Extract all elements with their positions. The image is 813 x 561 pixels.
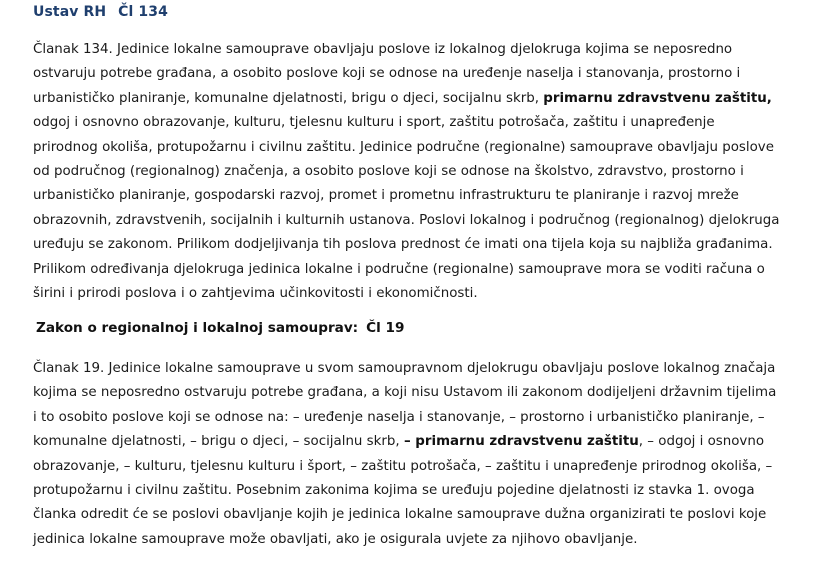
text-segment: , – odgoj i osnovno [638,434,765,450]
text-line: Članak 19. Jedinice lokalne samouprave u svom samoupravnom djelokrugu obavljaju poslove lokalnog značaja [33,361,776,376]
law-label: Zakon o regionalnoj i lokalnoj samouprav: [36,320,359,336]
text-line: članka odredit će se poslovi obavljanje kojih je jedinica lokalne samouprave dužna organizirati te poslovi koje [33,507,767,523]
page-title [33,4,168,20]
text-line [33,87,779,111]
text-line: ostvaruju potrebe građana, a osobito poslove koji se odnose na uređenje naselja i stanovanja, prostorno i [33,66,741,82]
highlighted-phrase: – primarnu zdravstvenu zaštitu [403,434,639,450]
constitution-label: Ustav RH [33,4,107,20]
article-label: Čl 19 [366,320,405,336]
article-label: Čl 134 [118,4,168,20]
law-article-text [33,357,776,552]
text-line: protupožarnu i civilnu zaštitu. Posebnim zakonima kojima se uređuju pojedine djelatnosti iz stavka 1. ovoga [33,483,755,499]
section-title [36,320,404,336]
text-line: od područnog (regionalnog) značenja, a osobito poslove koji se odnose na školstvo, zdravstvo, prostorno i [33,164,744,180]
text-line: Članak 134. Jedinice lokalne samouprave obavljaju poslove iz lokalnog djelokruga kojima se neposredno [33,42,733,57]
text-line: uređuju se zakonom. Prilikom dodjeljivanja tih poslova prednost će imati ona tijela koja su najbliža građanima. [33,237,773,253]
highlighted-phrase: primarnu zdravstvenu zaštitu, [543,90,772,106]
text-line: i to osobito poslove koji se odnose na: – uređenje naselja i stanovanje, – prostorno i urbanističko planiranje, – [33,409,765,425]
text-line: obrazovnih, zdravstvenih, socijalnih i kulturnih ustanova. Poslovi lokalnog i područnog (regionalnog) djelokruga [33,212,780,228]
text-line: obrazovanje, – kulturu, tjelesnu kulturu i šport, – zaštitu potrošača, – zaštitu i unapređenje prirodnog okoliša, – [33,458,773,474]
text-line: kojima se neposredno ostvaruju potrebe građana, a koji nisu Ustavom ili zakonom dodijeljeni državnim tijelima [33,385,777,401]
text-line: širini i prirodi poslova i o zahtjevima učinkovitosti i ekonomičnosti. [33,286,478,302]
text-line: urbanističko planiranje, gospodarski razvoj, promet i prometnu infrastrukturu te planiranje i razvoj mreže [33,188,739,204]
text-line: odgoj i osnovno obrazovanje, kulturu, tjelesnu kulturu i sport, zaštitu potrošača, zaštitu i unapređenje [33,115,715,131]
text-line [33,430,776,454]
constitution-article-text [33,38,779,306]
text-line: jedinica lokalne samouprave može obavljati, ako je osigurala uvjete za njihovo obavljanje. [33,531,638,547]
text-segment: komunalne djelatnosti, – brigu o djeci, – socijalnu skrb, [33,434,404,450]
text-line: prirodnog okoliša, protupožarnu i civilnu zaštitu. Jedinice područne (regionalne) samouprave obavljaju poslove [33,139,774,155]
text-line: Prilikom određivanja djelokruga jedinica lokalne i područne (regionalne) samouprave mora se voditi računa o [33,261,765,277]
text-segment: urbanističko planiranje, komunalne djelatnosti, brigu o djeci, socijalnu skrb, [33,90,544,106]
